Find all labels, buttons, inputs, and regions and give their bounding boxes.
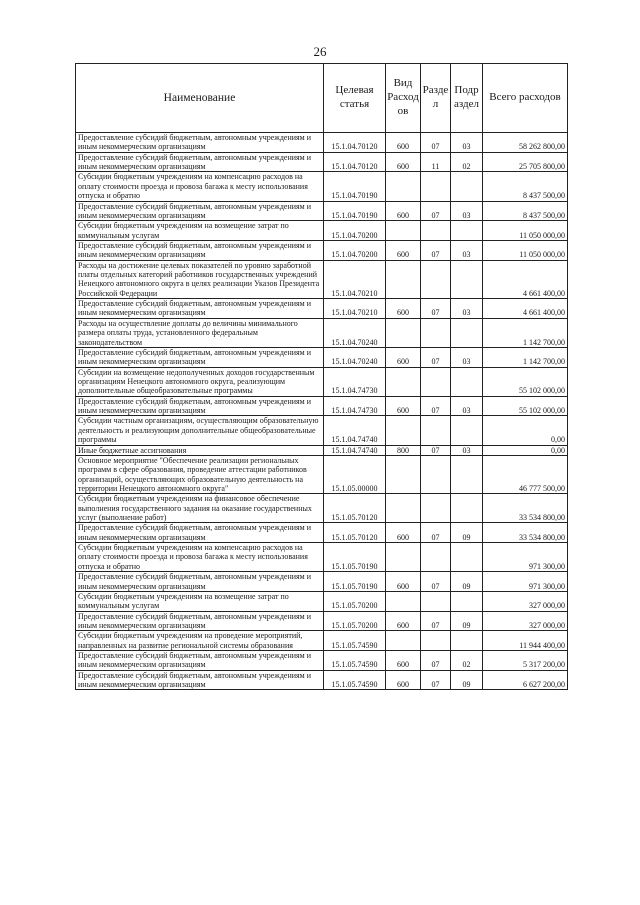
table-row (76, 670, 568, 690)
row-name-cell: Предоставление субсидий бюджетным, автономным учреждениям и иным некоммерческим организациям (76, 572, 324, 592)
row-expense-type-cell (386, 172, 421, 201)
budget-table (75, 63, 568, 690)
row-section-cell: 07 (421, 133, 451, 153)
row-name-cell: Субсидии бюджетным учреждениям на возмещение затрат по коммунальным услугам (76, 221, 324, 241)
row-section-cell (421, 416, 451, 445)
column-header-expense-type: Вид Расход ов (386, 64, 421, 133)
column-header-subsection: Подр аздел (451, 64, 483, 133)
row-name-cell: Субсидии бюджетным учреждениям на возмещение затрат по коммунальным услугам (76, 591, 324, 611)
row-section-cell (421, 543, 451, 572)
row-section-cell: 07 (421, 201, 451, 221)
row-expense-type-cell: 600 (386, 133, 421, 153)
row-article-cell: 15.1.04.70120 (324, 152, 386, 172)
row-article-cell: 15.1.04.70200 (324, 240, 386, 260)
row-section-cell: 07 (421, 240, 451, 260)
row-name-cell: Субсидии бюджетным учреждениям на финансовое обеспечение выполнения государственного задания на оказание государственных услуг (выполнение работ) (76, 494, 324, 523)
row-article-cell: 15.1.05.70200 (324, 591, 386, 611)
table-row (76, 572, 568, 592)
table-row (76, 318, 568, 347)
row-total-cell: 0,00 (483, 416, 568, 445)
row-name-cell: Субсидии бюджетным учреждениям на проведение мероприятий, направленных на развитие региональной системы образования (76, 631, 324, 651)
column-header-total: Всего расходов (483, 64, 568, 133)
column-header-article: Целевая статья (324, 64, 386, 133)
row-article-cell: 15.1.05.74590 (324, 651, 386, 671)
row-name-cell: Субсидии бюджетным учреждениям на компенсацию расходов на оплату стоимости проезда и провоза багажа к месту использования отпуска и обратно (76, 172, 324, 201)
row-section-cell: 07 (421, 651, 451, 671)
row-expense-type-cell: 600 (386, 611, 421, 631)
row-article-cell: 15.1.05.00000 (324, 455, 386, 493)
row-total-cell: 0,00 (483, 445, 568, 455)
row-subsection-cell: 03 (451, 347, 483, 367)
row-section-cell (421, 260, 451, 298)
row-expense-type-cell: 600 (386, 651, 421, 671)
row-name-cell: Предоставление субсидий бюджетным, автономным учреждениям и иным некоммерческим организациям (76, 347, 324, 367)
row-total-cell: 971 300,00 (483, 543, 568, 572)
row-total-cell: 971 300,00 (483, 572, 568, 592)
row-subsection-cell (451, 172, 483, 201)
row-article-cell: 15.1.04.74740 (324, 445, 386, 455)
row-subsection-cell: 02 (451, 651, 483, 671)
row-expense-type-cell: 600 (386, 240, 421, 260)
row-total-cell: 58 262 800,00 (483, 133, 568, 153)
row-total-cell: 8 437 500,00 (483, 172, 568, 201)
row-total-cell: 55 102 000,00 (483, 396, 568, 416)
table-row (76, 152, 568, 172)
row-subsection-cell (451, 367, 483, 396)
row-section-cell: 07 (421, 396, 451, 416)
row-total-cell: 5 317 200,00 (483, 651, 568, 671)
row-total-cell: 1 142 700,00 (483, 318, 568, 347)
table-row (76, 201, 568, 221)
row-subsection-cell: 03 (451, 240, 483, 260)
row-expense-type-cell (386, 367, 421, 396)
row-total-cell: 8 437 500,00 (483, 201, 568, 221)
row-subsection-cell: 02 (451, 152, 483, 172)
row-subsection-cell (451, 318, 483, 347)
row-article-cell: 15.1.05.70190 (324, 543, 386, 572)
row-expense-type-cell (386, 221, 421, 241)
row-total-cell: 6 627 200,00 (483, 670, 568, 690)
row-article-cell: 15.1.04.70240 (324, 347, 386, 367)
row-subsection-cell (451, 543, 483, 572)
row-expense-type-cell (386, 591, 421, 611)
row-expense-type-cell (386, 543, 421, 572)
row-total-cell: 33 534 800,00 (483, 523, 568, 543)
row-article-cell: 15.1.05.74590 (324, 631, 386, 651)
row-article-cell: 15.1.05.70120 (324, 523, 386, 543)
row-section-cell (421, 367, 451, 396)
row-subsection-cell: 09 (451, 670, 483, 690)
row-subsection-cell (451, 455, 483, 493)
table-row (76, 221, 568, 241)
row-article-cell: 15.1.04.70190 (324, 172, 386, 201)
row-expense-type-cell: 600 (386, 396, 421, 416)
row-article-cell: 15.1.04.70200 (324, 221, 386, 241)
row-total-cell: 33 534 800,00 (483, 494, 568, 523)
table-row (76, 523, 568, 543)
table-row (76, 591, 568, 611)
row-expense-type-cell: 600 (386, 670, 421, 690)
table-row (76, 240, 568, 260)
row-article-cell: 15.1.04.74730 (324, 396, 386, 416)
row-expense-type-cell: 600 (386, 572, 421, 592)
table-row (76, 494, 568, 523)
row-name-cell: Предоставление субсидий бюджетным, автономным учреждениям и иным некоммерческим организациям (76, 152, 324, 172)
row-expense-type-cell (386, 416, 421, 445)
row-subsection-cell (451, 221, 483, 241)
row-name-cell: Предоставление субсидий бюджетным, автономным учреждениям и иным некоммерческим организациям (76, 201, 324, 221)
row-name-cell: Предоставление субсидий бюджетным, автономным учреждениям и иным некоммерческим организациям (76, 523, 324, 543)
row-section-cell: 07 (421, 670, 451, 690)
row-subsection-cell (451, 260, 483, 298)
table-row (76, 133, 568, 153)
row-article-cell: 15.1.05.70190 (324, 572, 386, 592)
row-section-cell: 11 (421, 152, 451, 172)
table-row (76, 651, 568, 671)
row-total-cell: 327 000,00 (483, 611, 568, 631)
row-section-cell (421, 591, 451, 611)
row-subsection-cell: 09 (451, 611, 483, 631)
row-name-cell: Расходы на осуществление доплаты до величины минимального размера оплаты труда, установленного федеральным законодательством (76, 318, 324, 347)
row-article-cell: 15.1.04.70190 (324, 201, 386, 221)
row-name-cell: Предоставление субсидий бюджетным, автономным учреждениям и иным некоммерческим организациям (76, 240, 324, 260)
row-expense-type-cell (386, 455, 421, 493)
row-section-cell: 07 (421, 523, 451, 543)
table-row (76, 543, 568, 572)
row-total-cell: 46 777 500,00 (483, 455, 568, 493)
table-row (76, 367, 568, 396)
row-subsection-cell: 03 (451, 396, 483, 416)
row-section-cell (421, 494, 451, 523)
table-row (76, 396, 568, 416)
row-section-cell (421, 631, 451, 651)
row-section-cell: 07 (421, 611, 451, 631)
row-expense-type-cell (386, 631, 421, 651)
row-total-cell: 4 661 400,00 (483, 260, 568, 298)
row-name-cell: Иные бюджетные ассигнования (76, 445, 324, 455)
row-section-cell: 07 (421, 299, 451, 319)
column-header-section: Разде л (421, 64, 451, 133)
row-subsection-cell: 03 (451, 445, 483, 455)
row-article-cell: 15.1.04.70210 (324, 299, 386, 319)
table-row (76, 172, 568, 201)
row-article-cell: 15.1.05.70120 (324, 494, 386, 523)
row-total-cell: 11 944 400,00 (483, 631, 568, 651)
row-subsection-cell: 09 (451, 572, 483, 592)
row-total-cell: 55 102 000,00 (483, 367, 568, 396)
row-subsection-cell: 03 (451, 299, 483, 319)
row-name-cell: Субсидии частным организациям, осуществляющим образовательную деятельность и реализующим дополнительные общеобразовательные программы (76, 416, 324, 445)
row-section-cell (421, 172, 451, 201)
row-section-cell: 07 (421, 347, 451, 367)
row-section-cell: 07 (421, 572, 451, 592)
row-subsection-cell (451, 494, 483, 523)
row-section-cell (421, 318, 451, 347)
row-expense-type-cell: 600 (386, 299, 421, 319)
table-row (76, 347, 568, 367)
row-total-cell: 11 050 000,00 (483, 240, 568, 260)
row-total-cell: 11 050 000,00 (483, 221, 568, 241)
row-name-cell: Предоставление субсидий бюджетным, автономным учреждениям и иным некоммерческим организациям (76, 396, 324, 416)
row-article-cell: 15.1.05.74590 (324, 670, 386, 690)
table-row (76, 455, 568, 493)
row-subsection-cell (451, 591, 483, 611)
row-name-cell: Основное мероприятие "Обеспечение реализации региональных программ в сфере образования, проведение аттестации работников организаций, осуществляющих образовательную деятельность на территории Ненецкого автономного округа" (76, 455, 324, 493)
row-expense-type-cell: 600 (386, 523, 421, 543)
row-total-cell: 4 661 400,00 (483, 299, 568, 319)
row-section-cell (421, 221, 451, 241)
table-row (76, 299, 568, 319)
row-subsection-cell: 03 (451, 201, 483, 221)
page-number: 26 (313, 44, 327, 59)
row-name-cell: Субсидии бюджетным учреждениям на компенсацию расходов на оплату стоимости проезда и провоза багажа к месту использования отпуска и обратно (76, 543, 324, 572)
row-total-cell: 1 142 700,00 (483, 347, 568, 367)
row-expense-type-cell: 800 (386, 445, 421, 455)
row-article-cell: 15.1.04.70210 (324, 260, 386, 298)
row-total-cell: 25 705 800,00 (483, 152, 568, 172)
column-header-name: Наименование (76, 64, 324, 133)
table-row (76, 611, 568, 631)
row-expense-type-cell (386, 260, 421, 298)
row-name-cell: Предоставление субсидий бюджетным, автономным учреждениям и иным некоммерческим организациям (76, 133, 324, 153)
row-article-cell: 15.1.04.74730 (324, 367, 386, 396)
row-expense-type-cell (386, 318, 421, 347)
row-article-cell: 15.1.04.70240 (324, 318, 386, 347)
table-row (76, 260, 568, 298)
row-article-cell: 15.1.05.70200 (324, 611, 386, 631)
row-section-cell: 07 (421, 445, 451, 455)
row-section-cell (421, 455, 451, 493)
row-subsection-cell (451, 631, 483, 651)
row-expense-type-cell: 600 (386, 152, 421, 172)
row-expense-type-cell: 600 (386, 201, 421, 221)
row-expense-type-cell: 600 (386, 347, 421, 367)
row-subsection-cell (451, 416, 483, 445)
row-subsection-cell: 09 (451, 523, 483, 543)
row-total-cell: 327 000,00 (483, 591, 568, 611)
table-row (76, 631, 568, 651)
row-name-cell: Расходы на достижение целевых показателей по уровню заработной платы отдельных категорий работников государственных учреждений Ненецкого автономного округа в целях реализации Указов Президента Российской Федерации (76, 260, 324, 298)
table-header-row (76, 64, 568, 133)
row-name-cell: Предоставление субсидий бюджетным, автономным учреждениям и иным некоммерческим организациям (76, 299, 324, 319)
row-expense-type-cell (386, 494, 421, 523)
row-name-cell: Субсидии на возмещение недополученных доходов государственным организациям Ненецкого автономного округа, реализующим дополнительные общеобразовательные программы (76, 367, 324, 396)
row-name-cell: Предоставление субсидий бюджетным, автономным учреждениям и иным некоммерческим организациям (76, 670, 324, 690)
row-article-cell: 15.1.04.74740 (324, 416, 386, 445)
table-row (76, 445, 568, 455)
row-name-cell: Предоставление субсидий бюджетным, автономным учреждениям и иным некоммерческим организациям (76, 651, 324, 671)
row-name-cell: Предоставление субсидий бюджетным, автономным учреждениям и иным некоммерческим организациям (76, 611, 324, 631)
row-article-cell: 15.1.04.70120 (324, 133, 386, 153)
row-subsection-cell: 03 (451, 133, 483, 153)
table-row (76, 416, 568, 445)
